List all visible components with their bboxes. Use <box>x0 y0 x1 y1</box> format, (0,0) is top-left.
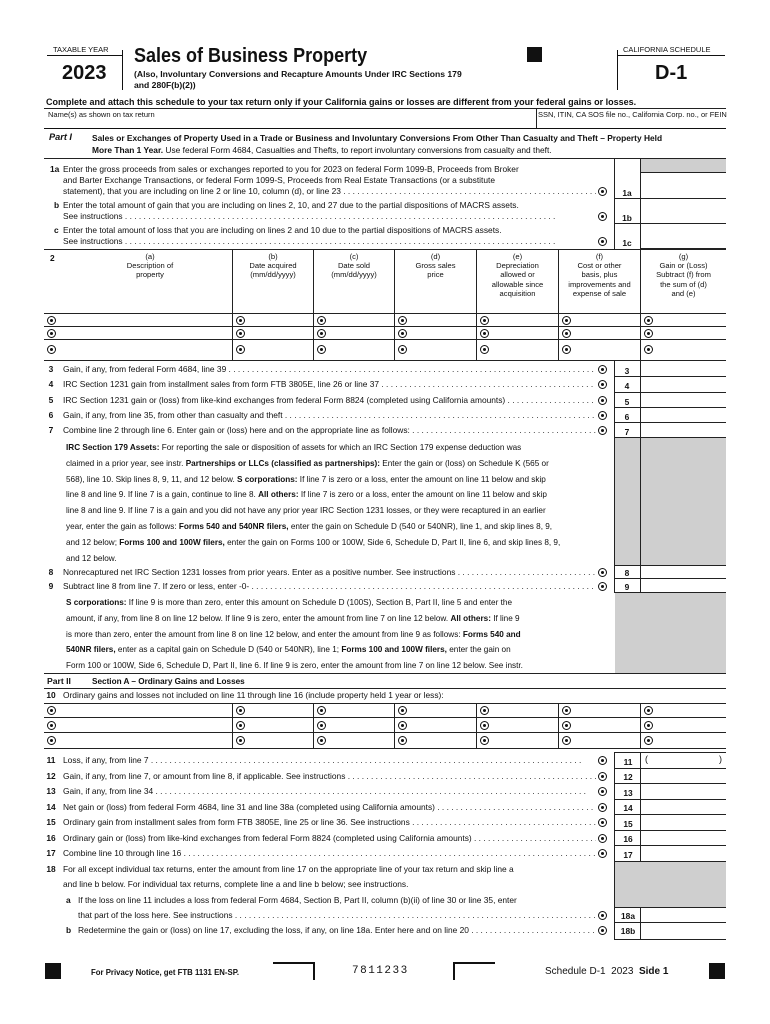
row-indicator-icon <box>562 316 571 325</box>
footer-corner-mark <box>453 962 495 980</box>
line-9-number: 9 <box>48 581 54 591</box>
lines-18ab-inputs[interactable] <box>641 908 726 939</box>
line-1b-box-label: 1b <box>622 213 632 223</box>
line-7-box-label: 7 <box>624 427 630 437</box>
row-indicator-icon <box>47 721 56 730</box>
row-indicator-icon <box>317 329 326 338</box>
line-16-indicator-icon <box>598 834 607 843</box>
row-indicator-icon <box>644 721 653 730</box>
table-row[interactable] <box>44 704 726 717</box>
line-14-indicator-icon <box>598 803 607 812</box>
form-subtitle-1: (Also, Involuntary Conversions and Recapture Amounts Under IRC Sections 179 <box>134 69 462 79</box>
row-indicator-icon <box>317 721 326 730</box>
schedule-label: CALIFORNIA SCHEDULE <box>623 45 711 54</box>
line-1c-indicator-icon <box>598 237 607 246</box>
line-13-indicator-icon <box>598 787 607 796</box>
line-18b-letter: b <box>66 925 72 935</box>
instruction-line: and 12 below; Forms 100 and 100W filers, enter the gain on Forms 100 or 100W, Side 6, Schedule D, Part II, line 6, and skip lines 8, 9, <box>66 537 561 547</box>
line-3-text: Gain, if any, from federal Form 4684, line 39 . . . <box>63 364 596 375</box>
line-13-box-label: 13 <box>623 788 633 798</box>
line-4-indicator-icon <box>598 380 607 389</box>
row-indicator-icon <box>480 329 489 338</box>
line-14-box-label: 14 <box>623 803 633 813</box>
form-subtitle-2: and 280F(b)(2)) <box>134 80 196 90</box>
row-indicator-icon <box>47 345 56 354</box>
line-4-number: 4 <box>48 379 54 389</box>
col-c-header: (c) Date sold (mm/dd/yyyy) <box>331 252 377 280</box>
line-3-box-label: 3 <box>624 366 630 376</box>
row-indicator-icon <box>317 316 326 325</box>
line-1c-text-1: Enter the total amount of loss that you are including on lines 2 and 10 due to the partial dispositions of MACRS assets. <box>63 225 502 235</box>
line-6-text: Gain, if any, from line 35, from other than casualty and theft . . . <box>63 410 596 421</box>
table-row[interactable] <box>44 314 726 326</box>
line-1c-input[interactable] <box>641 223 726 249</box>
line-1a-text-3: statement), that you are including on line 2 or line 10, column (d), or line 23 . . . <box>63 186 596 197</box>
instruction-line: Form 100 or 100W, Side 6, Schedule D, Part II, line 6. If line 9 is zero, enter the amount from line 7 on line 12 below. See instr. <box>66 661 523 671</box>
line-12-number: 12 <box>46 771 56 781</box>
row-indicator-icon <box>480 316 489 325</box>
line-8-text: Nonrecaptured net IRC Section 1231 losses from prior years. Enter as a positive number. See instructions . . . <box>63 567 596 578</box>
col-d-header: (d) Gross sales price <box>415 252 456 280</box>
line-9-indicator-icon <box>598 582 607 591</box>
line-5-number: 5 <box>48 395 54 405</box>
s-corp-instructions <box>66 595 614 674</box>
line-18a-text-2: that part of the loss here. See instructions . . . <box>78 910 596 921</box>
line-1a-box-label: 1a <box>622 188 632 198</box>
line-11-text: Loss, if any, from line 7 . . . <box>63 755 596 766</box>
col-g-header: (g) Gain or (Loss) Subtract (f) from the sum of (d) and (e) <box>656 252 711 298</box>
col-f-header: (f) Cost or other basis, plus improvements and expense of sale <box>568 252 631 298</box>
row-indicator-icon <box>398 736 407 745</box>
line-2-number: 2 <box>50 253 55 263</box>
form-code: 7811233 <box>352 965 409 977</box>
col-b-header: (b) Date acquired (mm/dd/yyyy) <box>249 252 297 280</box>
row-indicator-icon <box>236 329 245 338</box>
part1-label: Part I <box>49 132 72 142</box>
line-5-indicator-icon <box>598 396 607 405</box>
line-18-text-1: For all except individual tax returns, enter the amount from line 17 on the appropriate line of your tax return and skip line a <box>63 864 514 874</box>
line-18a-letter: a <box>66 895 71 905</box>
line-16-text: Ordinary gain or (loss) from like-kind exchanges from federal Form 8824 (completed using California amounts) . . . <box>63 833 596 844</box>
line-18a-box-label: 18a <box>621 911 635 921</box>
row-indicator-icon <box>398 316 407 325</box>
lines-11-17-inputs[interactable] <box>641 753 726 861</box>
line-1a-number: 1a <box>50 164 60 174</box>
col-a-header: (a) Description of property <box>126 252 174 280</box>
line-14-text: Net gain or (loss) from federal Form 4684, line 31 and line 38a (completed using California amounts) . . . <box>63 802 596 813</box>
privacy-notice: For Privacy Notice, get FTB 1131 EN-SP. <box>91 968 240 977</box>
line-3-number: 3 <box>48 364 54 374</box>
footer-registration-mark-left <box>45 963 61 979</box>
row-indicator-icon <box>398 329 407 338</box>
col-e-header: (e) Depreciation allowed or allowable since acquisition <box>491 252 544 298</box>
row-indicator-icon <box>398 345 407 354</box>
taxable-year-label: TAXABLE YEAR <box>53 45 109 54</box>
instruction-line: and 12 below. <box>66 553 117 563</box>
line-1a-text-2: and Barter Exchange Transactions, or federal Form 1099-S, Proceeds from Real Estate Transactions (or a substitute <box>63 175 495 185</box>
id-field-label: SSN, ITIN, CA SOS file no., California Corp. no., or FEIN <box>538 110 727 119</box>
line-7-indicator-icon <box>598 426 607 435</box>
line-1a-input[interactable] <box>641 172 726 198</box>
line-15-text: Ordinary gain from installment sales from form FTB 3805E, line 25 or line 36. See instructions . . . <box>63 817 596 828</box>
lines-3-7-inputs[interactable] <box>641 361 726 437</box>
line-8-indicator-icon <box>598 568 607 577</box>
line-16-box-label: 16 <box>623 834 633 844</box>
line-1b-input[interactable] <box>641 198 726 223</box>
instruction-line: line 8 and line 9. If line 7 is a gain, continue to line 8. All others: If line 7 is zero or a loss, enter the amount on line 11 below and skip <box>66 490 547 500</box>
line-12-text: Gain, if any, from line 7, or amount from line 8, if applicable. See instructions . . . <box>63 771 596 782</box>
line-11-paren-close: ) <box>719 754 722 764</box>
form-title: Sales of Business Property <box>134 45 368 67</box>
instruction-line: is more than zero, enter the amount from line 8 on line 12 below, and enter the amount from line 9 as follows: Forms 540 and <box>66 629 521 639</box>
line-9-box-label: 9 <box>624 582 630 592</box>
line-1b-text-1: Enter the total amount of gain that you are including on lines 2, 10, and 27 due to the partial dispositions of MACRS assets. <box>63 200 519 210</box>
line-1b-letter: b <box>54 200 60 210</box>
line-6-indicator-icon <box>598 411 607 420</box>
line-7-text: Combine line 2 through line 6. Enter gain or (loss) here and on the appropriate line as follows: . . . <box>63 425 596 436</box>
id-input[interactable] <box>537 119 726 128</box>
line-15-number: 15 <box>46 817 56 827</box>
tax-year: 2023 <box>62 62 107 84</box>
line-6-box-label: 6 <box>624 412 630 422</box>
row-indicator-icon <box>644 329 653 338</box>
instruction-line: S corporations: If line 9 is more than zero, enter this amount on Schedule D (100S), Section B, Part II, line 5 and enter the <box>66 598 512 607</box>
table-row[interactable] <box>44 733 726 748</box>
lines-8-9-inputs[interactable] <box>641 566 726 592</box>
line-5-text: IRC Section 1231 gain or (loss) from like-kind exchanges from federal Form 8824 (completed using California amounts) . . . <box>63 395 596 406</box>
line-1a-indicator-icon <box>598 187 607 196</box>
part2-label: Part II <box>47 676 71 686</box>
row-indicator-icon <box>317 706 326 715</box>
line-14-number: 14 <box>46 802 56 812</box>
instruction-line: claimed in a prior year, see instr. Partnerships or LLCs (classified as partnerships): Enter the gain or (loss) on Schedule K (565 or <box>66 458 549 468</box>
line-4-box-label: 4 <box>624 381 630 391</box>
section-179-instructions <box>66 440 614 566</box>
table-row[interactable] <box>44 343 726 357</box>
line-11-number: 11 <box>46 755 56 765</box>
row-indicator-icon <box>398 721 407 730</box>
row-indicator-icon <box>317 345 326 354</box>
instruction-line: 540NR filers, enter as a capital gain on Schedule D (540 or 540NR), line 1; Forms 100 and 100W filers, enter the gain on <box>66 645 511 655</box>
line-6-number: 6 <box>48 410 54 420</box>
row-indicator-icon <box>236 706 245 715</box>
row-indicator-icon <box>236 316 245 325</box>
name-field-label: Name(s) as shown on tax return <box>48 110 155 119</box>
line-9-text: Subtract line 8 from line 7. If zero or less, enter -0- . . . <box>63 581 596 592</box>
line-17-number: 17 <box>46 848 56 858</box>
line-10-text: Ordinary gains and losses not included on line 11 through line 16 (include property held 1 year or less): <box>63 690 444 700</box>
line-18a-text-1: If the loss on line 11 includes a loss from federal Form 4684, Section B, Part II, column (b)(ii) of line 30 or line 35, enter <box>78 895 517 905</box>
name-input[interactable] <box>44 119 536 128</box>
line-1a-text-1: Enter the gross proceeds from sales or exchanges reported to you for 2023 on federal Form 1099-B, Proceeds from Broker <box>63 164 519 174</box>
instruction-line: line 8 and line 9. If line 7 is a gain and you did not have any prior year IRC Section 1231 losses, or they were recaptured in an earlier <box>66 506 546 516</box>
instruction-line: year, enter the gain as follows: Forms 540 and 540NR filers, enter the gain on Schedule D (540 or 540NR), line 1, and skip lines 8, 9, <box>66 521 553 531</box>
row-indicator-icon <box>644 345 653 354</box>
line-2-rows <box>44 314 726 360</box>
row-indicator-icon <box>562 345 571 354</box>
row-indicator-icon <box>480 706 489 715</box>
registration-mark <box>527 47 542 62</box>
row-indicator-icon <box>47 329 56 338</box>
line-7-number: 7 <box>48 425 54 435</box>
part1-title-1: Sales or Exchanges of Property Used in a Trade or Business and Involuntary Conversions From Other Than Casualty and Theft – Property Held <box>92 133 663 143</box>
line-10-number: 10 <box>46 690 56 700</box>
row-indicator-icon <box>236 721 245 730</box>
line-5-box-label: 5 <box>624 397 630 407</box>
row-indicator-icon <box>644 736 653 745</box>
line-18b-text: Redetermine the gain or (loss) on line 17, excluding the loss, if any, on line 18a. Enter here and on line 20 . . . <box>78 925 596 936</box>
line-18-number: 18 <box>46 864 56 874</box>
line-15-indicator-icon <box>598 818 607 827</box>
line-1c-text-2: See instructions . . . <box>63 236 596 247</box>
footer-corner-mark <box>273 962 315 980</box>
row-indicator-icon <box>47 706 56 715</box>
line-11-box-label: 11 <box>623 757 633 767</box>
line-18b-indicator-icon <box>598 926 607 935</box>
row-indicator-icon <box>317 736 326 745</box>
line-12-indicator-icon <box>598 772 607 781</box>
footer-registration-mark-right <box>709 963 725 979</box>
table-row[interactable] <box>44 327 726 339</box>
line-17-box-label: 17 <box>623 850 633 860</box>
line-16-number: 16 <box>46 833 56 843</box>
row-indicator-icon <box>644 316 653 325</box>
instruction-line: amount, if any, from line 8 on line 12 below. If line 9 is zero, enter the amount from line 7 on line 12 below. All others: If line 9 <box>66 613 520 623</box>
row-indicator-icon <box>562 329 571 338</box>
instruction-line: 568), line 10. Skip lines 8, 9, 11, and 12 below. S corporations: If line 7 is zero or a loss, enter the amount on line 11 below and skip <box>66 474 546 484</box>
line-12-box-label: 12 <box>623 772 633 782</box>
attach-instruction: Complete and attach this schedule to your tax return only if your California gains or losses are different from your federal gains or losses. <box>46 97 637 107</box>
line-1b-text-2: See instructions . . . <box>63 211 596 222</box>
row-indicator-icon <box>236 736 245 745</box>
line-4-text: IRC Section 1231 gain from installment sales from form FTB 3805E, line 26 or line 37 . . . <box>63 379 596 390</box>
line-11-paren-open: ( <box>645 754 648 764</box>
line-17-indicator-icon <box>598 849 607 858</box>
row-indicator-icon <box>398 706 407 715</box>
part1-title-2: More Than 1 Year. Use federal Form 4684, Casualties and Thefts, to report involuntary conversions from casualty and theft. <box>92 145 552 155</box>
row-indicator-icon <box>480 736 489 745</box>
line-17-text: Combine line 10 through line 16 . . . <box>63 848 596 859</box>
line-11-indicator-icon <box>598 756 607 765</box>
line-8-number: 8 <box>48 567 54 577</box>
row-indicator-icon <box>644 706 653 715</box>
line-18b-box-label: 18b <box>620 926 636 936</box>
line-18-text-2: and line b below. For individual tax returns, complete line a and line b below; see instructions. <box>63 879 409 889</box>
row-indicator-icon <box>562 721 571 730</box>
part2-title: Section A – Ordinary Gains and Losses <box>92 677 245 686</box>
row-indicator-icon <box>480 721 489 730</box>
row-indicator-icon <box>562 706 571 715</box>
line-1b-indicator-icon <box>598 212 607 221</box>
line-10-rows <box>44 704 726 748</box>
line-13-number: 13 <box>46 786 56 796</box>
line-1c-box-label: 1c <box>622 238 632 248</box>
schedule-code: D-1 <box>655 62 688 84</box>
instruction-line: IRC Section 179 Assets: For reporting the sale or disposition of assets for which an IRC Section 179 expense deduction was <box>66 443 522 452</box>
line-1c-letter: c <box>54 225 59 235</box>
line-8-box-label: 8 <box>624 568 630 578</box>
footer-side-label: Schedule D-1 2023 Side 1 <box>545 966 669 977</box>
line-13-text: Gain, if any, from line 34 . . . <box>63 786 596 797</box>
line-15-box-label: 15 <box>623 819 633 829</box>
line-18a-indicator-icon <box>598 911 607 920</box>
row-indicator-icon <box>562 736 571 745</box>
row-indicator-icon <box>480 345 489 354</box>
line-3-indicator-icon <box>598 365 607 374</box>
row-indicator-icon <box>47 316 56 325</box>
table-row[interactable] <box>44 718 726 732</box>
row-indicator-icon <box>236 345 245 354</box>
row-indicator-icon <box>47 736 56 745</box>
